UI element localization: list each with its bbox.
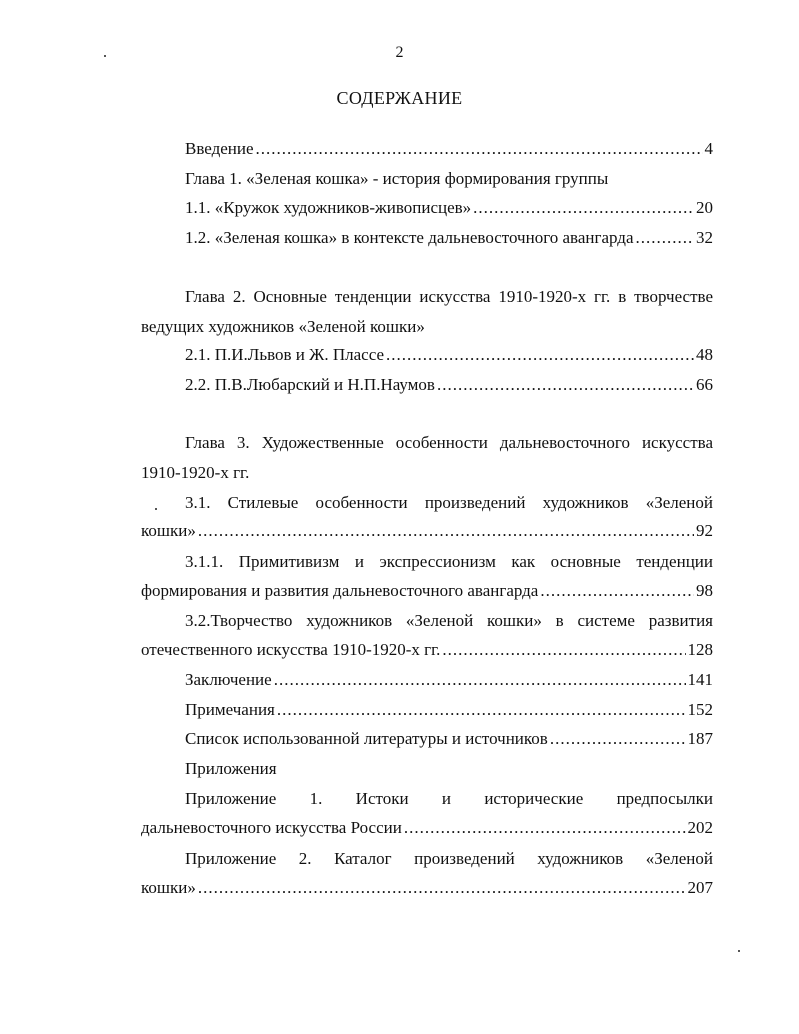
leader-dots: [473, 198, 694, 218]
toc-entry-label: формирования и развития дальневосточного авангарда: [141, 581, 539, 600]
toc-entry-page: 141: [687, 670, 713, 689]
leader-dots: [198, 878, 686, 898]
toc-entry-page: 92: [696, 521, 713, 540]
toc-entry-label: дальневосточного искусства России: [141, 818, 402, 837]
toc-entry-label: Введение: [185, 139, 254, 158]
scan-speck: [104, 55, 106, 57]
toc-entry-label: отечественного искусства 1910-1920-х гг.: [141, 640, 441, 659]
toc-entry-label: Заключение: [185, 670, 272, 689]
leader-dots: [404, 818, 686, 838]
leader-dots: [540, 581, 694, 601]
toc-entry-label: 2.1. П.И.Львов и Ж. Плассе: [185, 345, 385, 364]
leader-dots: [277, 700, 686, 720]
leader-dots: [256, 139, 703, 159]
toc-entry-label: Список использованной литературы и источников: [185, 729, 548, 748]
toc-chapter-3-heading-line1: Глава 3. Художественные особенности дальневосточного искусства: [185, 433, 713, 452]
toc-chapter-2-heading-line1: Глава 2. Основные тенденции искусства 1910-1920-х гг. в творчестве: [185, 287, 713, 306]
toc-entry-label: Примечания: [185, 700, 275, 719]
toc-entry-label: 1.1. «Кружок художников-живописцев»: [185, 198, 472, 217]
leader-dots: [198, 521, 694, 541]
toc-entry-3-2-line1: 3.2.Творчество художников «Зеленой кошки» в системе развития: [185, 611, 713, 630]
toc-entry-3-2: [141, 640, 713, 660]
toc-chapter-1-heading: Глава 1. «Зеленая кошка» - история формирования группы: [185, 169, 609, 188]
toc-entry-3-1-line1: 3.1. Стилевые особенности произведений художников «Зеленой: [185, 493, 713, 512]
toc-entry-page: 152: [687, 700, 713, 719]
toc-entry-page: 207: [687, 878, 713, 897]
toc-entry-2-1: [185, 345, 713, 365]
toc-entry-conclusion: [185, 670, 713, 690]
toc-entry-page: 202: [687, 818, 713, 837]
toc-entry-page: 128: [687, 640, 713, 659]
toc-entry-label: кошки»: [141, 521, 196, 540]
toc-entry-3-1-1-line1: 3.1.1. Примитивизм и экспрессионизм как основные тенденции: [185, 552, 713, 571]
toc-entry-page: 98: [696, 581, 713, 600]
toc-chapter-2-heading-line2: ведущих художников «Зеленой кошки»: [141, 317, 425, 336]
toc-appendix-1-line1: Приложение 1. Истоки и исторические предпосылки: [185, 789, 713, 808]
toc-entry-3-1: [141, 521, 713, 541]
toc-entry-label: 1.2. «Зеленая кошка» в контексте дальневосточного авангарда: [185, 228, 634, 247]
page-number: 2: [395, 44, 404, 61]
toc-appendix-1: [141, 818, 713, 838]
toc-chapter-3-heading-line2: 1910-1920-х гг.: [141, 463, 250, 482]
toc-entry-1-2: [185, 228, 713, 248]
toc-entry-page: 187: [687, 729, 713, 748]
toc-entry-1-1: [185, 198, 713, 218]
toc-entry-page: 4: [704, 139, 713, 158]
toc-entry-page: 32: [696, 228, 713, 247]
leader-dots: [635, 228, 694, 248]
page-title: СОДЕРЖАНИЕ: [336, 88, 463, 108]
toc-entry-notes: [185, 700, 713, 720]
leader-dots: [550, 729, 686, 749]
toc-entry-literature: [185, 729, 713, 749]
toc-entry-label: 2.2. П.В.Любарский и Н.П.Наумов: [185, 375, 435, 394]
toc-appendix-2: [141, 878, 713, 898]
toc-appendix-2-line1: Приложение 2. Каталог произведений художников «Зеленой: [185, 849, 713, 868]
leader-dots: [442, 640, 685, 660]
toc-entry-page: 20: [696, 198, 713, 217]
toc-entry-3-1-1: [141, 581, 713, 601]
leader-dots: [274, 670, 686, 690]
leader-dots: [437, 375, 694, 395]
scan-speck: [738, 950, 740, 952]
scan-speck: [155, 508, 157, 510]
toc-appendices-heading: Приложения: [185, 759, 277, 778]
toc-entry-label: кошки»: [141, 878, 196, 897]
toc-entry-page: 66: [696, 375, 713, 394]
toc-entry-2-2: [185, 375, 713, 395]
toc-entry-intro: [185, 139, 713, 159]
toc-entry-page: 48: [696, 345, 713, 364]
leader-dots: [386, 345, 694, 365]
